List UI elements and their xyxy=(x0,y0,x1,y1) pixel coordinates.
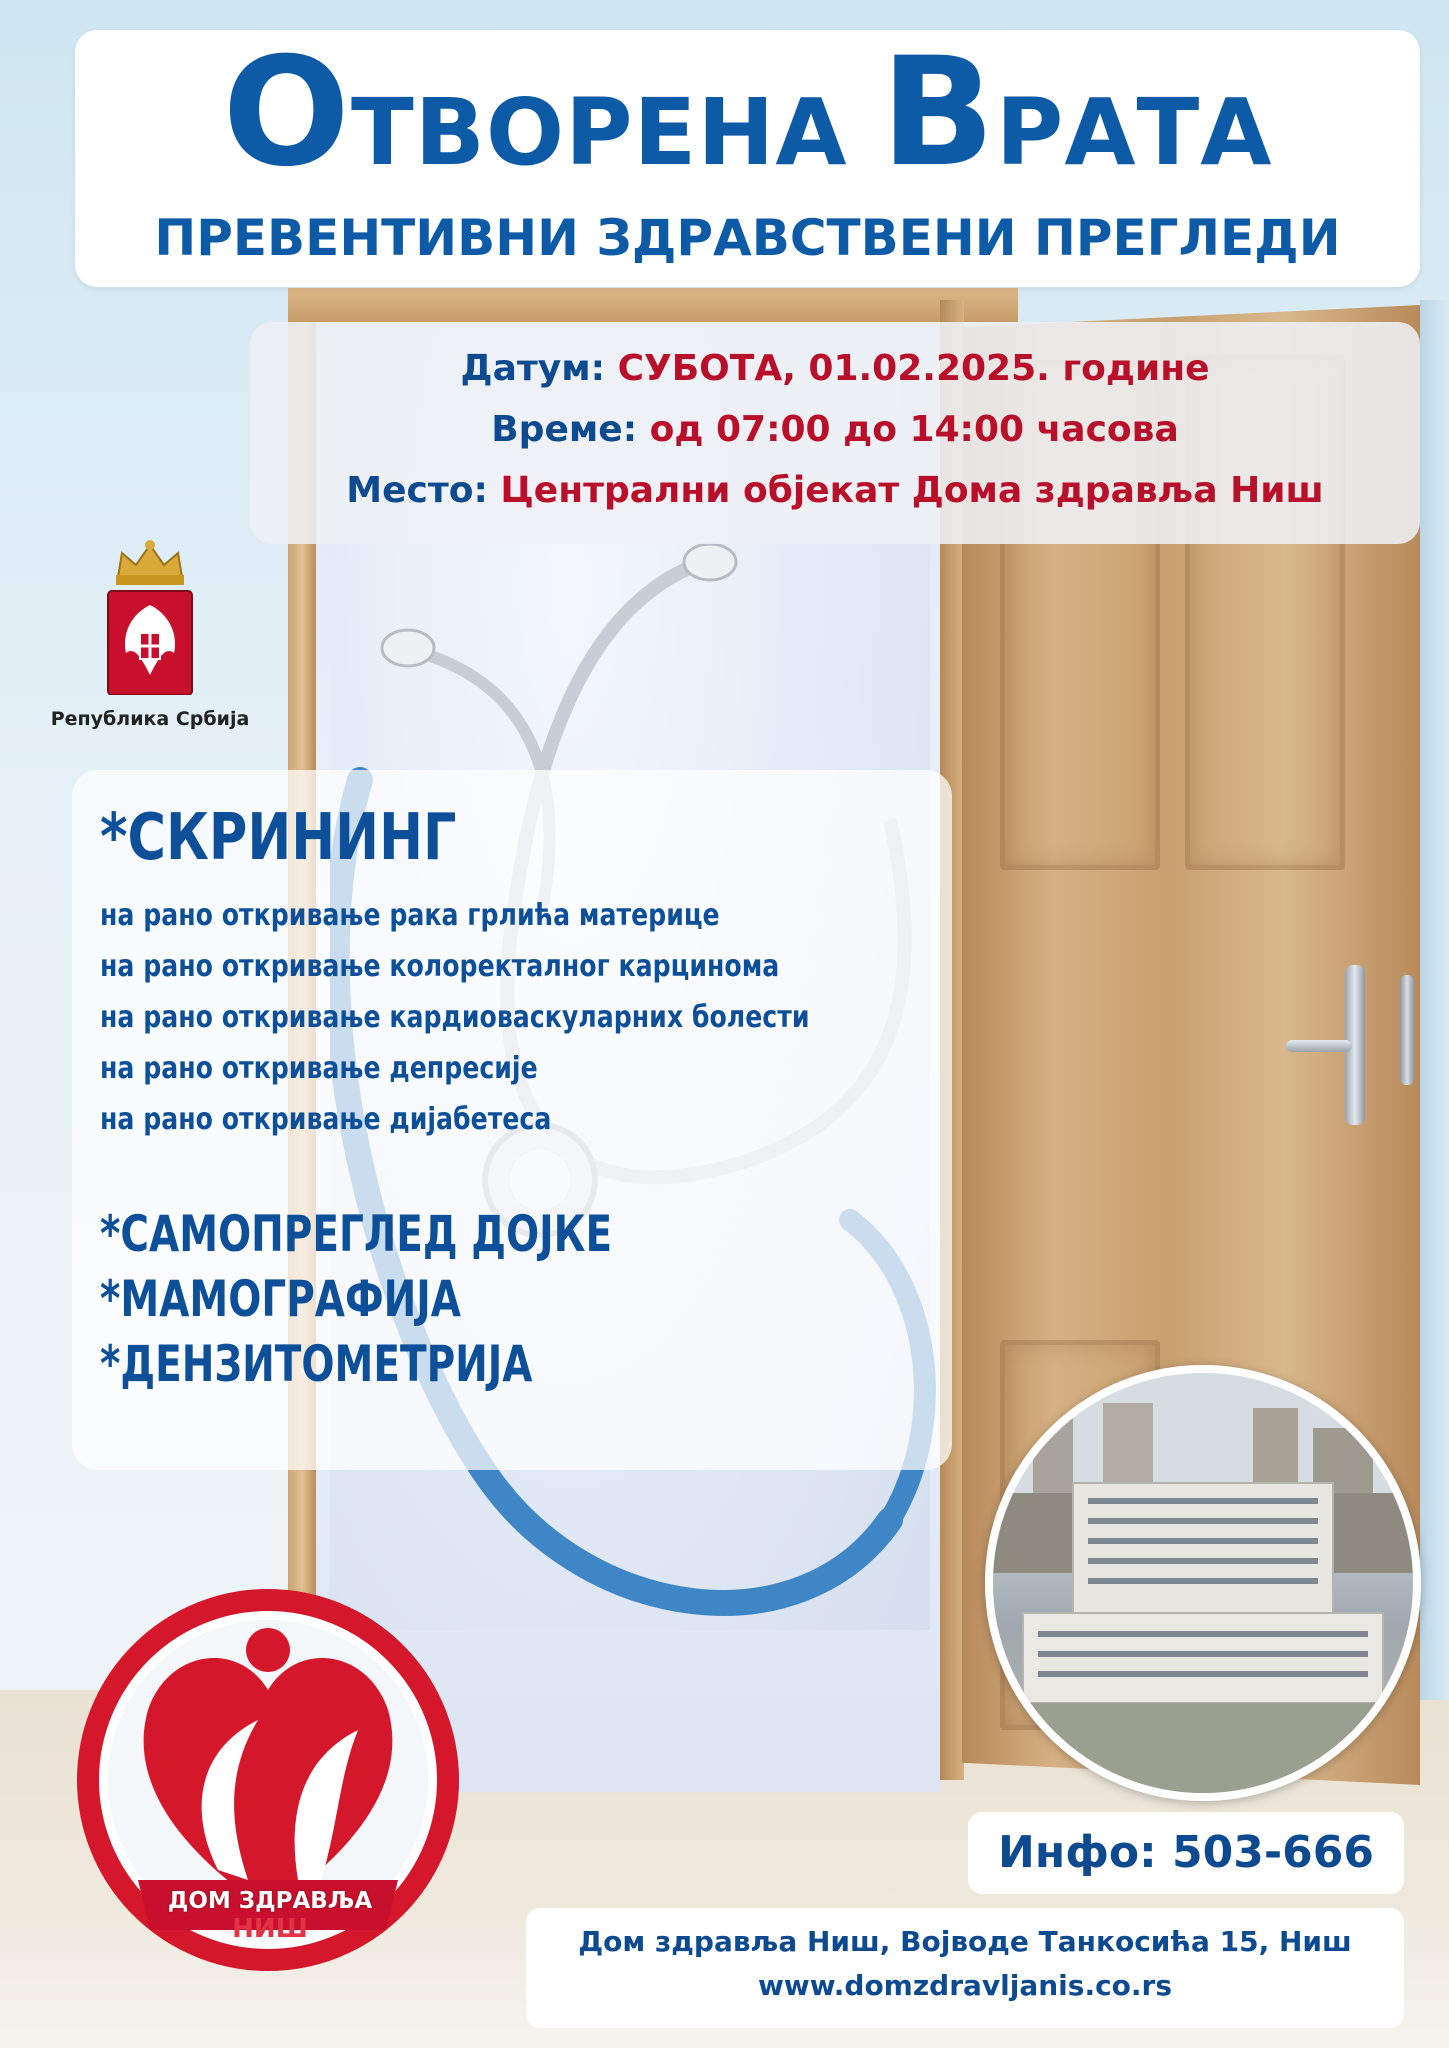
screening-item: на рано откривање кардиоваскуларних болести xyxy=(100,1000,810,1035)
logo-city: НИШ xyxy=(232,1914,308,1944)
screening-item: на рано откривање рака грлића материце xyxy=(100,898,720,933)
service-item: *ДЕНЗИТОМЕТРИЈА xyxy=(100,1335,533,1393)
screening-item: на рано откривање колоректалног карцинома xyxy=(100,949,780,984)
screening-item: на рано откривање дијабетеса xyxy=(100,1102,552,1137)
wall-background xyxy=(1420,300,1449,1700)
services-list xyxy=(100,1202,757,1397)
service-item: *САМОПРЕГЛЕД ДОЈКЕ xyxy=(100,1205,613,1263)
screening-item: на рано откривање депресије xyxy=(100,1051,538,1086)
page-title: ОТВОРЕНА ВРАТА xyxy=(222,26,1273,200)
door-hinge xyxy=(1400,975,1414,1085)
door-frame-top xyxy=(288,288,1018,322)
screening-heading: *СКРИНИНГ xyxy=(100,801,457,875)
service-item: *МАМОГРАФИЈА xyxy=(100,1270,461,1328)
crest-caption: Република Србија xyxy=(50,708,250,730)
event-time: Време: од 07:00 до 14:00 часова xyxy=(491,409,1179,450)
health-center-building-photo xyxy=(985,1365,1421,1801)
address-text: Дом здравља Ниш, Војводе Танкосића 15, Ниш xyxy=(578,1925,1352,1958)
info-phone: Инфо: 503-666 xyxy=(998,1827,1374,1878)
page-subtitle: ПРЕВЕНТИВНИ ЗДРАВСТВЕНИ ПРЕГЛЕДИ xyxy=(154,209,1341,267)
event-date: Датум: СУБОТА, 01.02.2025. године xyxy=(460,348,1210,389)
event-place: Место: Централни објекат Дома здравља Ниш xyxy=(346,470,1324,511)
door-handle xyxy=(1286,1040,1352,1052)
website-link[interactable]: www.domzdravljanis.co.rs xyxy=(757,1969,1173,2002)
coat-of-arms-icon xyxy=(100,535,200,695)
screening-list xyxy=(100,890,945,1145)
building-icon xyxy=(993,1373,1413,1793)
logo-name: ДОМ ЗДРАВЉА xyxy=(167,1888,373,1914)
